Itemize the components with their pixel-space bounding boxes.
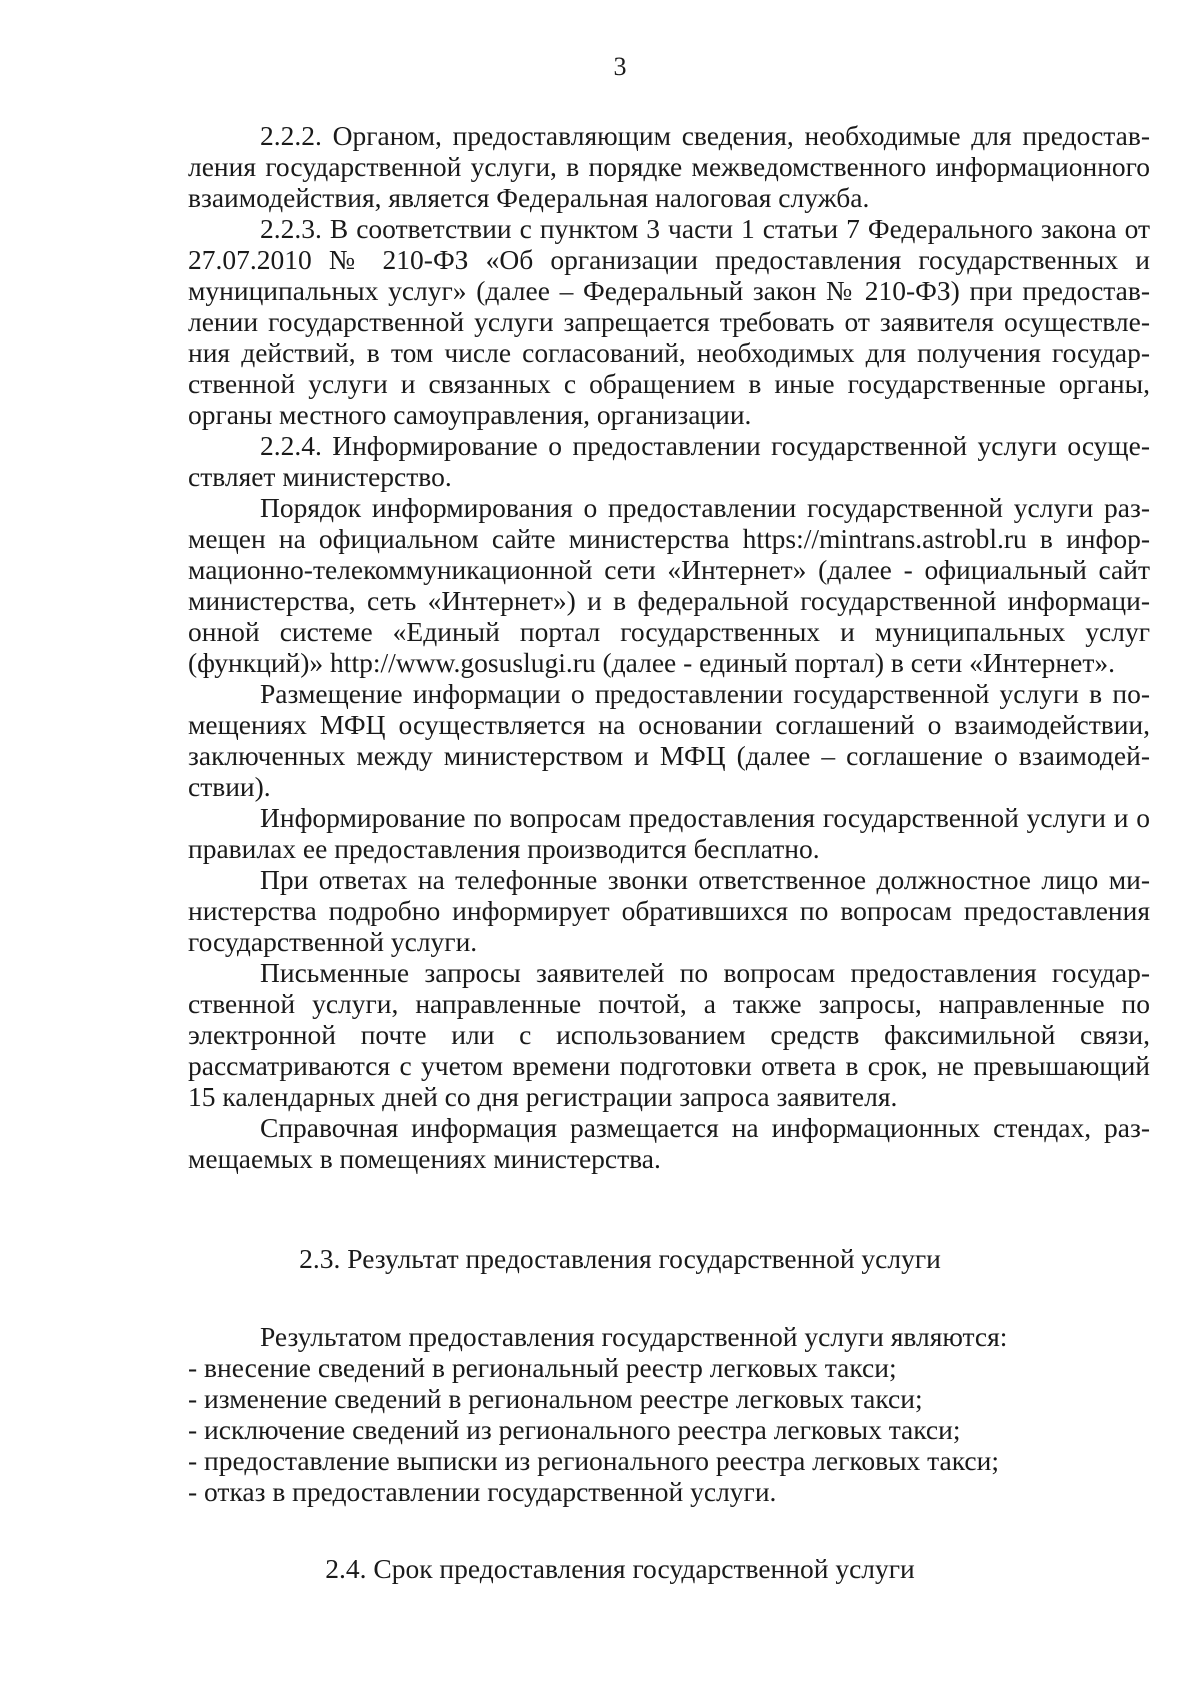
result-intro: Результатом предоставления государственной услуги являются: xyxy=(260,1321,1008,1352)
section-heading-2-4: 2.4. Срок предоставления государственной услуги xyxy=(325,1553,915,1584)
result-list xyxy=(188,1352,1150,1507)
paragraph-2-2-4: 2.2.4. Информирование о предоставлении государственной услуги осуществляет министерство. xyxy=(188,430,1150,492)
paragraph-info-procedure: Порядок информирования о предоставлении государственной услуги размещен на официальном сайте министерства https://mintrans.astrobl.ru в информационно-телекоммуникационной сети «Интернет» (далее - официальный сайт министерства, сеть «Интернет») и в федеральной государственной информационной системе «Единый портал государственных и муниципальных услуг (функций)» http://www.gosuslugi.ru (далее - единый портал) в сети «Интернет». xyxy=(188,492,1150,678)
paragraph-reference-info: Справочная информация размещается на информационных стендах, размещаемых в помещениях министерства. xyxy=(188,1112,1150,1174)
paragraph-written-requests: Письменные запросы заявителей по вопросам предоставления государственной услуги, направленные почтой, а также запросы, направленные по электронной почте или с использованием средств факсимильной связи, рассматриваются с учетом времени подготовки ответа в срок, не превышающий 15 календарных дней со дня регистрации запроса заявителя. xyxy=(188,957,1150,1112)
list-item: - отказ в предоставлении государственной услуги. xyxy=(188,1476,777,1507)
list-item: - исключение сведений из регионального реестра легковых такси; xyxy=(188,1414,961,1445)
section-heading-2-3: 2.3. Результат предоставления государственной услуги xyxy=(299,1243,941,1274)
paragraph-mfc-placement: Размещение информации о предоставлении государственной услуги в помещениях МФЦ осуществляется на основании соглашений о взаимодействии, заключенных между министерством и МФЦ (далее – соглашение о взаимодействии). xyxy=(188,678,1150,802)
paragraph-phone-calls: При ответах на телефонные звонки ответственное должностное лицо министерства подробно информирует обратившихся по вопросам предоставления государственной услуги. xyxy=(188,864,1150,957)
paragraph-free-info: Информирование по вопросам предоставления государственной услуги и о правилах ее предоставления производится бесплатно. xyxy=(188,802,1150,864)
list-item: - предоставление выписки из регионального реестра легковых такси; xyxy=(188,1445,999,1476)
list-item: - изменение сведений в региональном реестре легковых такси; xyxy=(188,1383,923,1414)
body-text xyxy=(188,120,1150,1174)
list-item: - внесение сведений в региональный реестр легковых такси; xyxy=(188,1352,897,1383)
page-number: 3 xyxy=(613,52,627,81)
paragraph-2-2-2: 2.2.2. Органом, предоставляющим сведения, необходимые для предоставления государственной услуги, в порядке межведомственного информационного взаимодействия, является Федеральная налоговая служба. xyxy=(188,120,1150,213)
paragraph-2-2-3: 2.2.3. В соответствии с пунктом 3 части 1 статьи 7 Федерального закона от 27.07.2010 № 210-ФЗ «Об организации предоставления государственных и муниципальных услуг» (далее – Федеральный закон № 210-ФЗ) при предоставлении государственной услуги запрещается требовать от заявителя осуществления действий, в том числе согласований, необходимых для получения государственной услуги и связанных с обращением в иные государственные органы, органы местного самоуправления, организации. xyxy=(188,213,1150,430)
result-block xyxy=(188,1321,1150,1507)
